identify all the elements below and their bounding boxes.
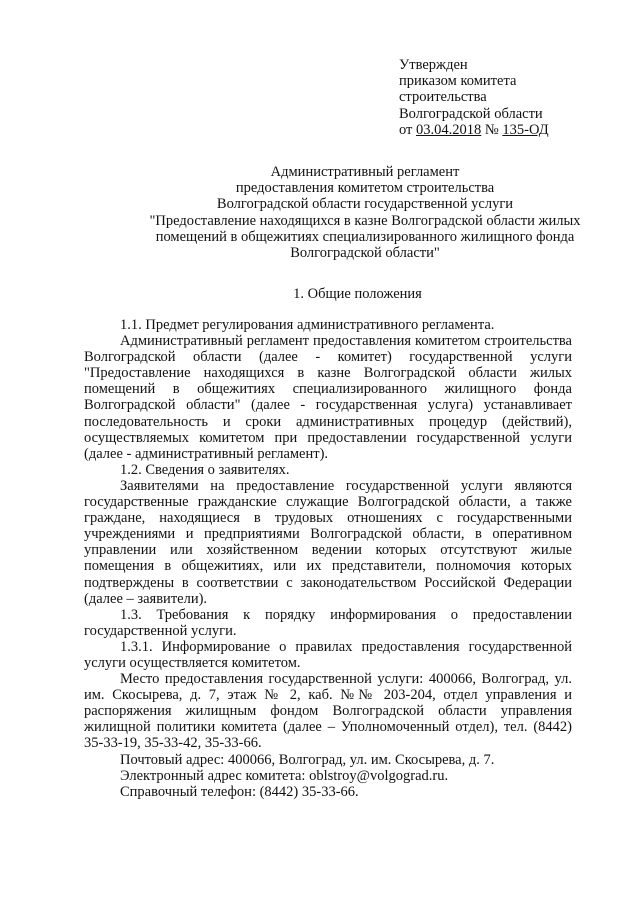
paragraph: Справочный телефон: (8442) 35-33-66.	[120, 783, 359, 800]
approval-date-prefix: от	[399, 121, 417, 138]
title-line: Волгоградской области государственной услуги	[216, 196, 514, 213]
document-body	[84, 317, 572, 800]
paragraph: Административный регламент предоставления комитетом строительства Волгоградской области (далее - комитет) государственной услуги "Предоставление находящихся в казне Волгоградской области жилых помещений в общежитиях специализированного жилищного фонда Волгоградской области" (далее - государственная услуга) устанавливает последовательность и сроки административных процедур (действий), осуществляемых комитетом при предоставлении государственной услуги (далее - административный регламент).	[84, 333, 572, 462]
paragraph: 1.1. Предмет регулирования административного регламента.	[120, 317, 495, 333]
approval-line: Волгоградской области	[399, 105, 543, 122]
paragraph: Электронный адрес комитета: oblstroy@volgograd.ru.	[120, 767, 449, 784]
paragraph: Почтовый адрес: 400066, Волгоград, ул. им. Скосырева, д. 7.	[120, 751, 495, 768]
document-title	[60, 164, 640, 261]
approval-number: 135-ОД	[502, 121, 549, 138]
approval-date: 03.04.2018	[416, 121, 482, 138]
approval-date-line	[399, 122, 549, 138]
approval-line: Утвержден	[399, 57, 468, 73]
title-line: помещений в общежитиях специализированного жилищного фонда	[155, 228, 575, 245]
title-line: предоставления комитетом строительства	[235, 180, 495, 197]
title-line: Волгоградской области"	[290, 245, 440, 262]
section-heading: 1. Общие положения	[293, 286, 422, 302]
paragraph: 1.3. Требования к порядку информирования о предоставлении государственной услуги.	[84, 606, 572, 639]
paragraph: Место предоставления государственной услуги: 400066, Волгоград, ул. им. Скосырева, д. 7, этаж № 2, каб. №№ 203-204, отдел управления и распоряжения жилищным фондом Волгоградской области управления жилищной политики комитета (далее – Уполномоченный отдел), тел. (8442) 35-33-19, 35-33-42, 35-33-66.	[84, 671, 572, 752]
paragraph: 1.3.1. Информирование о правилах предоставления государственной услуги осуществляется комитетом.	[84, 638, 572, 671]
paragraph: 1.2. Сведения о заявителях.	[120, 461, 290, 478]
approval-block	[399, 57, 549, 138]
approval-line: приказом комитета	[399, 73, 517, 90]
title-line: Административный регламент	[270, 164, 460, 180]
approval-line: строительства	[399, 89, 487, 106]
paragraph: Заявителями на предоставление государственной услуги являются государственные гражданские служащие Волгоградской области, а также граждане, находящиеся в трудовых отношениях с государственными учреждениями и предприятиями Волгоградской области, в оперативном управлении или хозяйственном ведении которых отсутствуют жилые помещения в общежитиях, или их представители, полномочия которых подтверждены в соответствии с законодательством Российской Федерации (далее – заявители).	[84, 477, 572, 607]
title-line: "Предоставление находящихся в казне Волгоградской области жилых	[149, 212, 581, 229]
approval-number-prefix: №	[481, 121, 503, 138]
